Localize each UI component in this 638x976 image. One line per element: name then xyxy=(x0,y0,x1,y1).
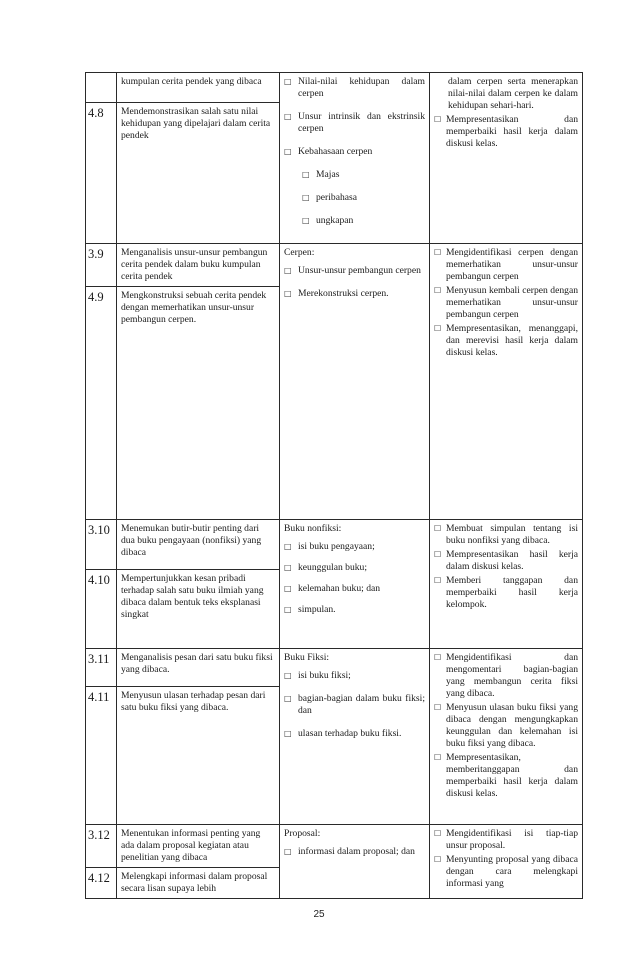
materi-cell xyxy=(280,244,430,520)
kd-code: 3.10 xyxy=(86,520,117,570)
kd-text: Menentukan informasi penting yang ada dalam proposal kegiatan atau penelitian yang dibaca xyxy=(117,825,280,868)
materi-item: □ Nilai-nilai kehidupan dalam cerpen xyxy=(284,76,425,99)
materi-item: □ isi buku pengayaan; xyxy=(284,541,375,552)
checkbox-icon: ☐ xyxy=(434,286,442,295)
materi-cell xyxy=(280,825,430,899)
checkbox-icon: ☐ xyxy=(434,248,442,257)
kegiatan-item: ☐ Mempresentasikan dan memperbaiki hasil kerja dalam diskusi kelas. xyxy=(434,114,578,149)
checkbox-icon: ☐ xyxy=(434,855,442,864)
checkbox-icon: ☐ xyxy=(434,550,442,559)
kegiatan-item: ☐ Mempresentasikan, menanggapi, dan merevisi hasil kerja dalam diskusi kelas. xyxy=(434,323,578,358)
materi-item: □ simpulan. xyxy=(284,604,336,615)
kegiatan-item: ☐ Menyunting proposal yang dibaca dengan cara melengkapi informasi yang xyxy=(434,854,578,889)
square-icon: □ xyxy=(284,289,292,298)
materi-heading: Cerpen: xyxy=(284,247,315,258)
materi-item: □ kelemahan buku; dan xyxy=(284,583,381,594)
square-icon: □ xyxy=(284,563,292,572)
kd-text: Menganalisis unsur-unsur pembangun cerita pendek dalam buku kumpulan cerita pendek xyxy=(117,244,280,287)
kegiatan-item: ☐ Mengidentifikasi dan mengomentari bagian-bagian yang membangun cerita fiksi yang dibaca. xyxy=(434,652,578,699)
kegiatan-cell xyxy=(430,244,583,520)
square-icon: □ xyxy=(284,671,292,680)
materi-item: □ Unsur-unsur pembangun cerpen xyxy=(284,265,421,276)
square-icon: □ xyxy=(302,216,310,225)
checkbox-icon: ☐ xyxy=(434,524,442,533)
materi-heading: Proposal: xyxy=(284,828,321,839)
kd-code-cell xyxy=(86,73,117,103)
square-icon: □ xyxy=(284,77,292,86)
kd-text: Mengkonstruksi sebuah cerita pendek dengan memerhatikan unsur-unsur pembangun cerpen. xyxy=(117,287,280,520)
materi-cell xyxy=(280,649,430,825)
kd-text: Mendemonstrasikan salah satu nilai kehidupan yang dipelajari dalam cerita pendek xyxy=(117,103,280,244)
checkbox-icon: ☐ xyxy=(434,324,442,333)
checkbox-icon: ☐ xyxy=(434,576,442,585)
kd-code: 3.12 xyxy=(86,825,117,868)
kegiatan-item: ☐ Memberi tanggapan dan memperbaiki hasil kerja kelompok. xyxy=(434,575,578,610)
kd-text: Mempertunjukkan kesan pribadi terhadap salah satu buku ilmiah yang dibaca dalam bentuk teks eksplanasi singkat xyxy=(117,570,280,649)
kegiatan-cell xyxy=(430,520,583,649)
checkbox-icon: ☐ xyxy=(434,703,442,712)
square-icon: □ xyxy=(284,729,292,738)
square-icon: □ xyxy=(284,542,292,551)
square-icon: □ xyxy=(302,193,310,202)
materi-heading: Buku nonfiksi: xyxy=(284,523,342,534)
kd-code: 4.8 xyxy=(86,103,117,244)
materi-item: □ Kebahasaan cerpen xyxy=(284,146,373,157)
square-icon: □ xyxy=(284,112,292,121)
table-row xyxy=(86,520,583,570)
kegiatan-item: ☐ Menyusun ulasan buku fiksi yang dibaca dengan mengungkapkan keunggulan dan kelemahan isi buku fiksi yang dibaca. xyxy=(434,702,578,749)
kd-text-cell xyxy=(117,73,280,103)
kd-text: Melengkapi informasi dalam proposal secara lisan supaya lebih xyxy=(117,868,280,899)
square-icon: □ xyxy=(284,694,292,703)
kegiatan-cell xyxy=(430,73,583,244)
kegiatan-item: ☐ Mempresentasikan hasil kerja dalam diskusi kelas. xyxy=(434,549,578,572)
table-row xyxy=(86,244,583,287)
kd-text: kumpulan cerita pendek yang dibaca xyxy=(121,76,262,87)
silabus-table xyxy=(85,72,583,899)
square-icon: □ xyxy=(284,847,292,856)
kegiatan-item: ☐ Menyusun kembali cerpen dengan memerhatikan unsur-unsur pembangun cerpen xyxy=(434,285,578,320)
kd-code: 3.9 xyxy=(86,244,117,287)
kegiatan-item: ☐ Mengidentifikasi isi tiap-tiap unsur proposal. xyxy=(434,828,578,851)
table-row xyxy=(86,825,583,868)
kegiatan-item: ☐ Mengidentifikasi cerpen dengan memerhatikan unsur-unsur pembangun cerpen xyxy=(434,247,578,282)
table-row xyxy=(86,649,583,687)
kd-code: 4.12 xyxy=(86,868,117,899)
kd-code: 4.11 xyxy=(86,687,117,825)
table-row xyxy=(86,73,583,103)
materi-heading: Buku Fiksi: xyxy=(284,652,330,663)
materi-cell xyxy=(280,73,430,244)
materi-item: □ Merekonstruksi cerpen. xyxy=(284,288,389,299)
kd-code: 3.11 xyxy=(86,649,117,687)
checkbox-icon: ☐ xyxy=(434,829,442,838)
kd-code: 4.9 xyxy=(86,287,117,520)
square-icon: □ xyxy=(284,584,292,593)
square-icon: □ xyxy=(302,170,310,179)
kegiatan-text: dalam cerpen serta menerapkan nilai-nilai dalam cerpen ke dalam kehidupan sehari-hari. xyxy=(448,76,578,111)
kegiatan-cell xyxy=(430,649,583,825)
materi-item: □ bagian-bagian dalam buku fiksi; dan xyxy=(284,693,425,716)
materi-subitem: □ peribahasa xyxy=(302,192,358,203)
kegiatan-cell xyxy=(430,825,583,899)
kegiatan-item: ☐ Membuat simpulan tentang isi buku nonfiksi yang dibaca. xyxy=(434,523,578,546)
checkbox-icon: ☐ xyxy=(434,115,442,124)
materi-subitem: □ ungkapan xyxy=(302,215,354,226)
materi-subitem: □ Majas xyxy=(302,169,340,180)
kd-text: Menyusun ulasan terhadap pesan dari satu buku fiksi yang dibaca. xyxy=(117,687,280,825)
square-icon: □ xyxy=(284,605,292,614)
page-number: 25 xyxy=(313,909,325,920)
kegiatan-item: ☐ Mempresentasikan, memberitanggapan dan memperbaiki hasil kerja dalam diskusi kelas. xyxy=(434,752,578,799)
square-icon: □ xyxy=(284,266,292,275)
materi-item: □ Unsur intrinsik dan ekstrinsik cerpen xyxy=(284,111,425,134)
checkbox-icon: ☐ xyxy=(434,653,442,662)
kd-code: 4.10 xyxy=(86,570,117,649)
kd-text: Menganalisis pesan dari satu buku fiksi yang dibaca. xyxy=(117,649,280,687)
checkbox-icon: ☐ xyxy=(434,753,442,762)
materi-cell xyxy=(280,520,430,649)
materi-item: □ ulasan terhadap buku fiksi. xyxy=(284,728,402,739)
materi-item: □ keunggulan buku; xyxy=(284,562,368,573)
square-icon: □ xyxy=(284,147,292,156)
kd-text: Menemukan butir-butir penting dari dua buku pengayaan (nonfiksi) yang dibaca xyxy=(117,520,280,570)
materi-item: □ isi buku fiksi; xyxy=(284,670,351,681)
materi-item: □ informasi dalam proposal; dan xyxy=(284,846,415,857)
